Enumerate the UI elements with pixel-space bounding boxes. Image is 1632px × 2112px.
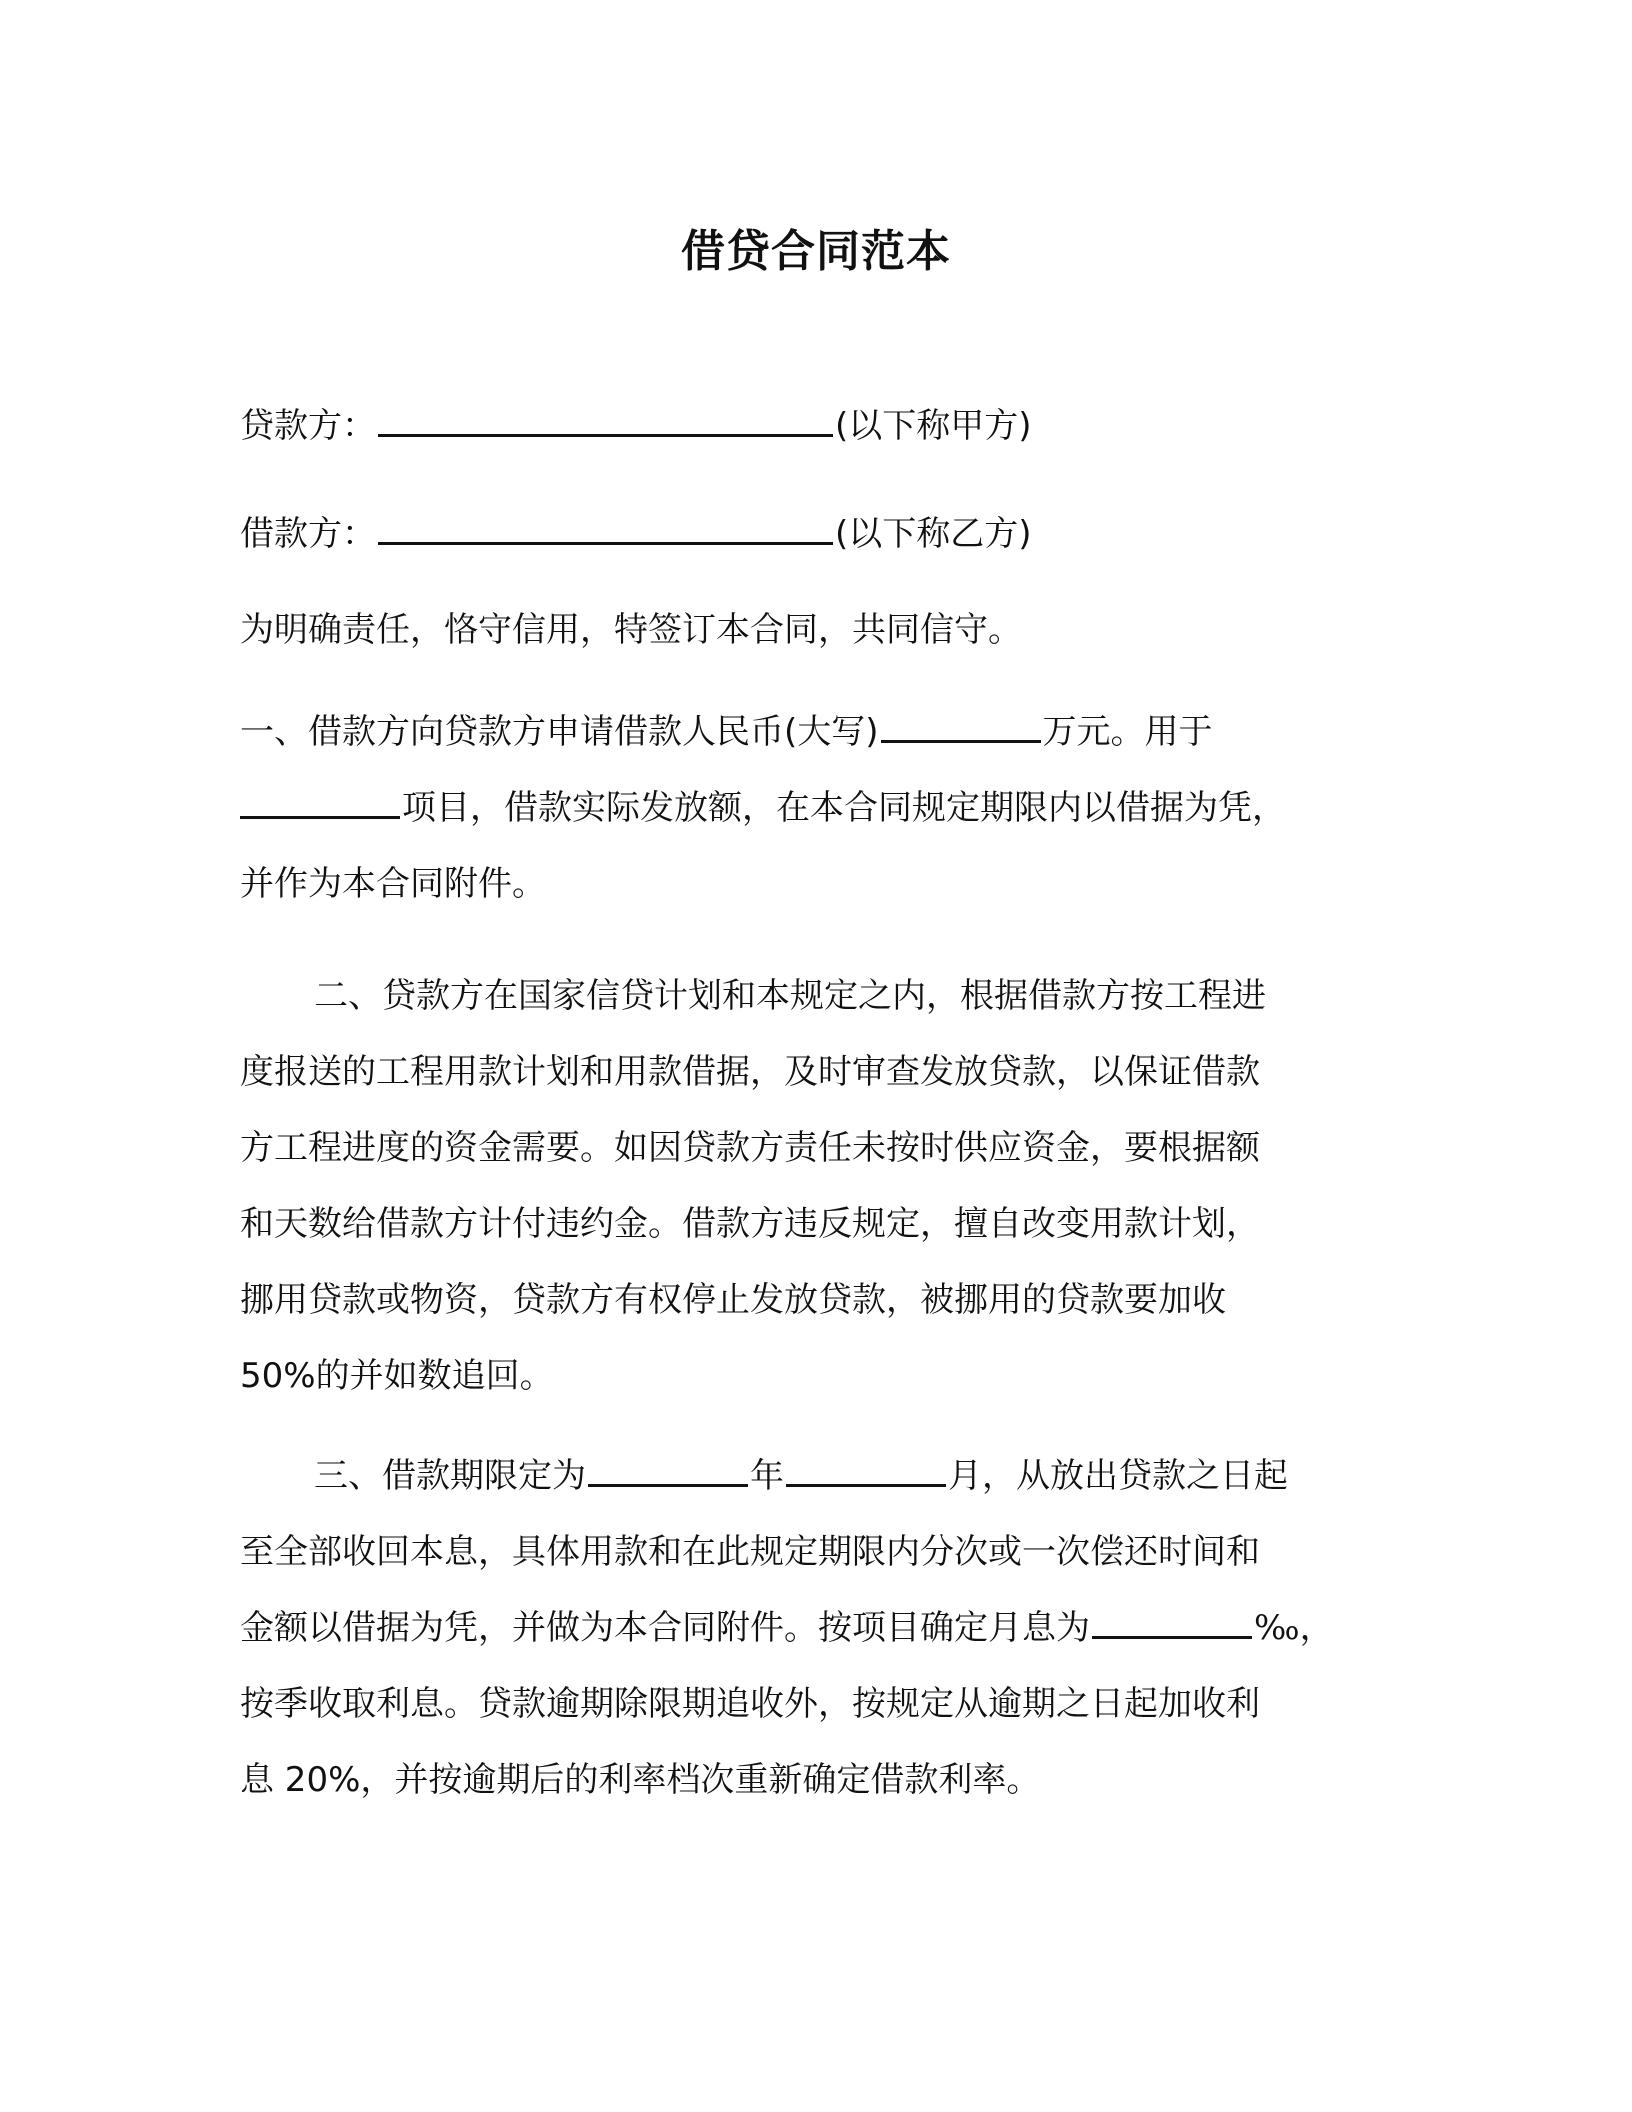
borrower-label: 借款方： (240, 514, 376, 554)
clause-1-line-3: 并作为本合同附件。 (240, 864, 546, 904)
clause-3-text-d: 金额以借据为凭，并做为本合同附件。按项目确定月息为 (240, 1608, 1090, 1648)
preamble-text: 为明确责任，恪守信用，特签订本合同，共同信守。 (240, 610, 1022, 650)
clause-2-line-4: 和天数给借款方计付违约金。借款方违反规定，擅自改变用款计划， (240, 1204, 1260, 1244)
clause-2-line-2: 度报送的工程用款计划和用款借据，及时审查发放贷款，以保证借款 (240, 1052, 1260, 1092)
lender-label: 贷款方： (240, 406, 376, 446)
borrower-name-field[interactable] (378, 512, 833, 545)
clause-3-line-3 (240, 1590, 1390, 1666)
term-months-field[interactable] (786, 1454, 946, 1487)
clause-3-text-c: 月，从放出贷款之日起 (948, 1456, 1288, 1496)
document-title: 借贷合同范本 (681, 226, 951, 277)
parties-section (240, 388, 1390, 572)
clause-1-text-a: 一、借款方向贷款方申请借款人民币(大写) (240, 712, 879, 752)
lender-name-field[interactable] (378, 404, 833, 437)
clause-3-line-1 (240, 1438, 1390, 1514)
loan-amount-field[interactable] (881, 710, 1041, 743)
clause-3-line-5: 息 20%，并按逾期后的利率档次重新确定借款利率。 (240, 1760, 1041, 1800)
clause-1 (240, 694, 1390, 770)
clause-3 (240, 1438, 1390, 1818)
clause-1-line-1 (166, 694, 1390, 770)
preamble (240, 592, 1390, 668)
lender-suffix: (以下称甲方) (835, 406, 1032, 446)
clause-2-line-5: 挪用贷款或物资，贷款方有权停止发放贷款，被挪用的贷款要加收 (240, 1280, 1226, 1320)
clause-3-line-4: 按季收取利息。贷款逾期除限期追收外，按规定从逾期之日起加收利 (240, 1684, 1260, 1724)
clause-1-line-2 (240, 770, 1390, 846)
clause-1-text-b: 万元。用于 (1042, 712, 1213, 752)
borrower-suffix: (以下称乙方) (835, 514, 1032, 554)
clause-1-text-c: 项目，借款实际发放额，在本合同规定期限内以借据为凭， (402, 788, 1286, 828)
lender-line (240, 388, 1390, 464)
clause-2 (240, 958, 1390, 1414)
clause-2-line-1: 二、贷款方在国家信贷计划和本规定之内，根据借款方按工程进 (314, 976, 1266, 1016)
monthly-rate-field[interactable] (1092, 1606, 1252, 1639)
project-name-field[interactable] (240, 786, 400, 819)
clause-2-line-6: 50%的并如数追回。 (240, 1356, 554, 1396)
clause-3-text-a: 三、借款期限定为 (314, 1456, 586, 1496)
clause-1-cont (240, 770, 1390, 922)
borrower-line (240, 496, 1390, 572)
permille-sign: ‰， (1254, 1608, 1334, 1648)
clause-2-line-3: 方工程进度的资金需要。如因贷款方责任未按时供应资金，要根据额 (240, 1128, 1260, 1168)
term-years-field[interactable] (588, 1454, 748, 1487)
clause-3-line-2: 至全部收回本息，具体用款和在此规定期限内分次或一次偿还时间和 (240, 1532, 1260, 1572)
clause-3-text-b: 年 (750, 1456, 784, 1496)
